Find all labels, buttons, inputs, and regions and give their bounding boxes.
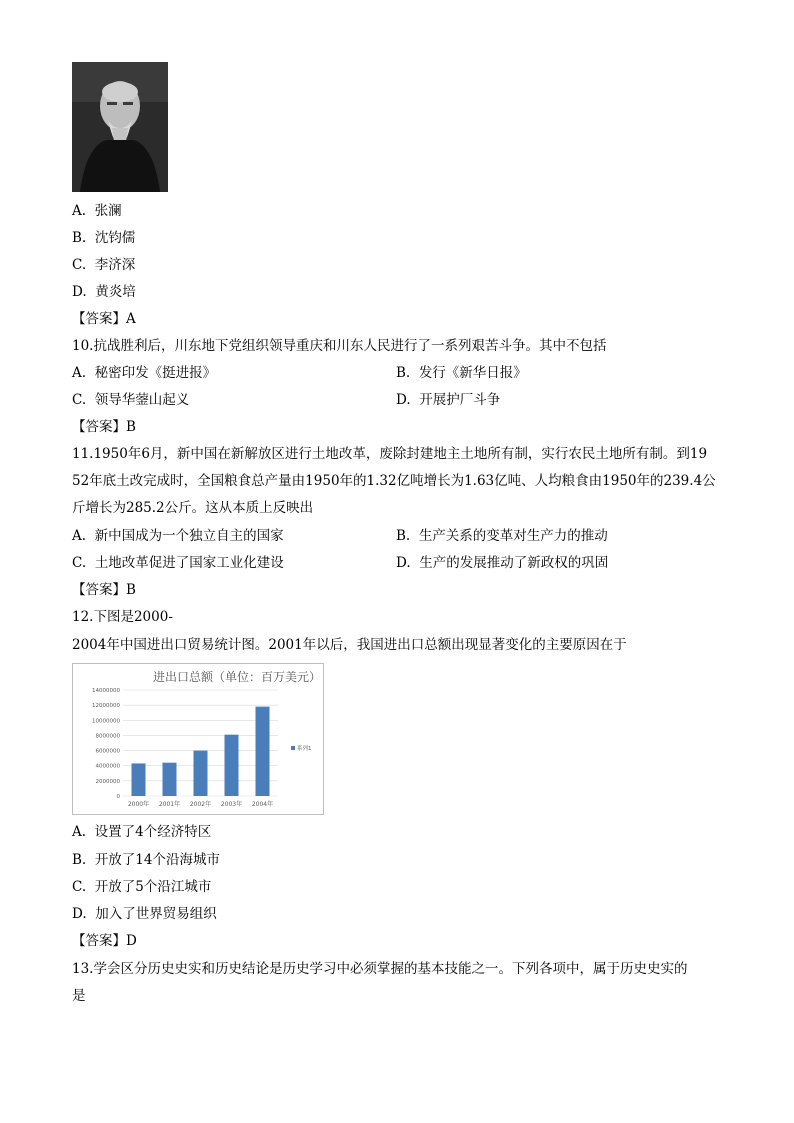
chart-x-tick-label: 2003年 <box>220 801 243 808</box>
chart-x-tick-label: 2000年 <box>127 801 150 808</box>
chart-legend-label: 系列1 <box>297 746 312 752</box>
q10-answer: 【答案】B <box>72 419 136 435</box>
q11-option-d: D. 生产的发展推动了新政权的巩固 <box>396 555 609 571</box>
chart-x-tick-label: 2002年 <box>189 801 212 808</box>
q11-stem-line-3: 斤增长为285.2公斤。这从本质上反映出 <box>72 500 314 516</box>
q10-option-c: C. 领导华蓥山起义 <box>72 392 190 408</box>
chart-canvas <box>73 664 323 814</box>
q11-option-c: C. 土地改革促进了国家工业化建设 <box>72 555 284 571</box>
chart-legend-swatch <box>291 746 295 750</box>
chart-bar <box>132 763 146 796</box>
chart-y-tick-label: 6000000 <box>95 748 120 755</box>
q10-option-a: A. 秘密印发《挺进报》 <box>72 365 217 381</box>
chart-y-tick-label: 8000000 <box>95 733 120 740</box>
q9-option-c: C. 李济深 <box>72 257 136 273</box>
q11-option-b: B. 生产关系的变革对生产力的推动 <box>396 528 608 544</box>
chart-y-tick-label: 12000000 <box>92 703 120 710</box>
q12-option-c: C. 开放了5个沿江城市 <box>72 879 212 895</box>
q11-stem-line-2: 52年底土改完成时，全国粮食总产量由1950年的1.32亿吨增长为1.63亿吨、人均粮食由1950年的239.4公 <box>72 473 716 489</box>
q9-option-d: D. 黄炎培 <box>72 284 136 300</box>
chart-bar <box>194 751 208 796</box>
chart-title: 进出口总额（单位：百万美元） <box>153 670 322 684</box>
q11-option-a: A. 新中国成为一个独立自主的国家 <box>72 528 284 544</box>
chart-y-tick-label: 2000000 <box>95 778 120 785</box>
q11-answer: 【答案】B <box>72 582 136 598</box>
chart-y-tick-label: 10000000 <box>92 718 120 725</box>
chart-y-tick-label: 4000000 <box>95 763 120 770</box>
q13-stem-line-1: 13.学会区分历史史实和历史结论是历史学习中必须掌握的基本技能之一。下列各项中，属于历史史实的 <box>72 961 688 977</box>
chart-y-tick-label: 0 <box>116 794 120 800</box>
q12-option-d: D. 加入了世界贸易组织 <box>72 906 217 922</box>
q10-option-b: B. 发行《新华日报》 <box>396 365 527 381</box>
chart-bar <box>163 763 177 796</box>
trade-bar-chart <box>72 663 324 815</box>
chart-bar <box>225 735 239 796</box>
q9-option-b: B. 沈钧儒 <box>72 230 136 246</box>
q12-answer: 【答案】D <box>72 933 137 949</box>
q12-option-a: A. 设置了4个经济特区 <box>72 824 212 840</box>
chart-x-tick-label: 2004年 <box>251 801 274 808</box>
q12-stem-line-1: 12.下图是2000- <box>72 609 173 625</box>
q10-stem: 10.抗战胜利后，川东地下党组织领导重庆和川东人民进行了一系列艰苦斗争。其中不包括 <box>72 338 607 354</box>
q11-stem-line-1: 11.1950年6月，新中国在新解放区进行土地改革，废除封建地主土地所有制，实行农民土地所有制。到19 <box>72 446 708 462</box>
q9-answer: 【答案】A <box>72 311 136 327</box>
q10-option-d: D. 开展护厂斗争 <box>396 392 501 408</box>
q12-stem-line-2: 2004年中国进出口贸易统计图。2001年以后，我国进出口总额出现显著变化的主要原因在于 <box>72 637 627 653</box>
portrait-photo <box>72 62 168 192</box>
chart-x-tick-label: 2001年 <box>158 801 181 808</box>
q13-stem-line-2: 是 <box>72 988 86 1004</box>
chart-bar <box>256 707 270 796</box>
chart-y-tick-label: 14000000 <box>92 688 120 694</box>
q9-option-a: A. 张澜 <box>72 203 122 219</box>
portrait-image <box>72 62 168 192</box>
q12-option-b: B. 开放了14个沿海城市 <box>72 852 220 868</box>
